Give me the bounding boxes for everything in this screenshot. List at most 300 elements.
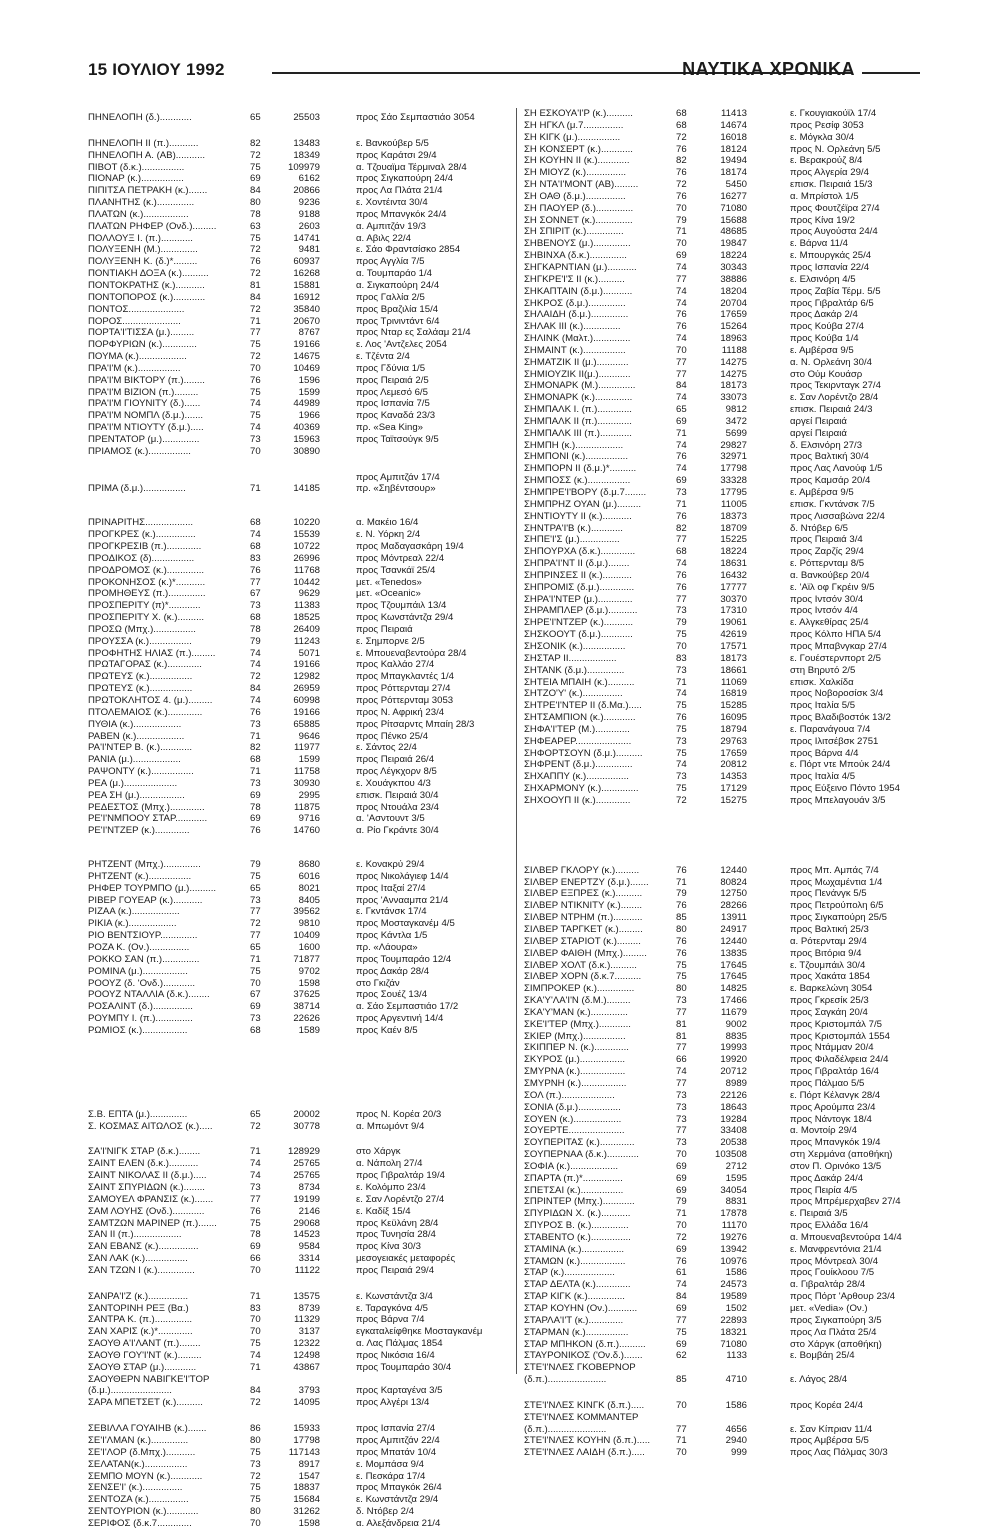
build-year: 75	[250, 386, 261, 398]
status: ε. Σαν Λορέντζο 27/4	[356, 1193, 445, 1205]
tonnage: 17798	[293, 1435, 320, 1446]
tonnage: 15275	[720, 794, 747, 806]
ship-row	[88, 1303, 514, 1315]
page-title: ΝΑΥΤΙΚΑ ΧΡΟΝΙΚΑ	[682, 59, 855, 79]
ship-row	[88, 966, 514, 978]
ship-row	[88, 185, 514, 197]
build-year: 65	[250, 112, 261, 123]
build-year: 71	[250, 1146, 261, 1158]
ship-row	[524, 1149, 934, 1161]
ship-row	[88, 1001, 514, 1013]
ship-name: ΠΙΒΟΤ (δ.κ.)................	[88, 161, 185, 173]
build-year: 70	[250, 445, 261, 457]
build-year: 71	[676, 1435, 687, 1447]
status: προς Μπελαγουάν 3/5	[790, 794, 886, 806]
ship-name: ΣΤΕ'Ι'ΝΛΕΣ ΓΚΟΒΕΡΝΟΡ	[524, 1362, 636, 1374]
tonnage: 8405	[298, 894, 320, 906]
status: προς Ρίτσαρντς Μπαίη 28/3	[356, 718, 475, 730]
ship-name: ΣΟΥΠΕΡΝΑΑ (δ.κ.)............	[524, 1149, 639, 1161]
ship-row	[88, 138, 514, 150]
tonnage: 9716	[298, 813, 320, 825]
ship-name: ΣΗΤΑΝΚ (δ.μ.)..............	[524, 664, 625, 676]
build-year: 76	[676, 510, 687, 522]
ship-name: ΣΠΕΤΣΑΙ (κ.)................	[524, 1184, 624, 1196]
build-year: 73	[250, 433, 261, 445]
ship-row	[524, 1279, 934, 1291]
ship-name: ΣΗΠΡΑ'Ι'ΝΤ ΙΙ (δ.μ.)........	[524, 558, 630, 570]
ship-name: Σ. ΚΟΣΜΑΣ ΑΙΤΩΛΟΣ (κ.).....	[88, 1120, 213, 1132]
build-year: 76	[676, 321, 687, 333]
ship-name: ΡΟΣΑΛΙΝΤ (δ.)...............	[88, 1001, 193, 1013]
tonnage: 33408	[720, 1125, 747, 1137]
tonnage: 71877	[293, 953, 320, 965]
build-year: 75	[250, 232, 261, 244]
tonnage: 33328	[720, 475, 747, 487]
build-year: 68	[250, 541, 261, 552]
build-year: 75	[676, 629, 687, 641]
status: στη Βηρυτό 2/5	[790, 664, 856, 676]
row-gap	[88, 1073, 514, 1109]
ship-row	[88, 1459, 514, 1471]
ship-row	[524, 357, 934, 369]
ship-name: ΠΡΟΦΗΤΗΣ ΗΛΙΑΣ (π.).........	[88, 647, 216, 659]
ship-name: ΣΗΦΕΑΡΕΡ.....................	[524, 735, 632, 747]
ship-row	[88, 1182, 514, 1194]
tonnage: 37625	[293, 989, 320, 1001]
ship-row	[88, 1350, 514, 1362]
status: ε. Ελσινόρη 4/5	[790, 273, 856, 285]
status: προς Σάο Σεμπαστιάο 3054	[356, 112, 475, 123]
ship-name: ΣΙΛΒΕΡ ΕΝΕΡΤΖΥ (δ.μ.).......	[524, 876, 649, 888]
ship-name: ΣΗΤΕΙΑ ΜΠΑΙΗ (κ.)..........	[524, 676, 635, 688]
ship-name: ΣΑΙΝΤ ΕΛΕΝ (δ.κ.)...........	[88, 1158, 199, 1170]
ship-name: ΠΗΝΕΛΟΠΗ (δ.)............	[88, 112, 192, 123]
build-year: 75	[250, 410, 261, 422]
status: αργεί Πειραιά	[790, 415, 847, 427]
ship-row	[88, 197, 514, 209]
tonnage: 18224	[720, 546, 747, 558]
tonnage: 9236	[298, 197, 320, 209]
tonnage: 11005	[721, 498, 747, 510]
ship-name: ΣΗΛΙΝΚ (Μαλτ.)..............	[524, 333, 631, 345]
tonnage: 29068	[293, 1217, 320, 1229]
tonnage: 20670	[293, 315, 320, 327]
build-year: 76	[676, 935, 687, 947]
ship-row	[524, 1042, 934, 1054]
ship-name: ΡΟΟΥΖ ΝΤΑΛΛΙΑ (δ.κ.)........	[88, 989, 210, 1001]
tonnage: 19494	[720, 155, 747, 167]
build-year: 72	[676, 1231, 687, 1243]
ship-name: ΣΠΑΡΤΑ (π.)*...............	[524, 1172, 623, 1184]
build-year: 72	[250, 1397, 261, 1409]
ship-row	[524, 511, 934, 523]
ship-row	[88, 1482, 514, 1494]
build-year: 82	[250, 137, 261, 149]
build-year: 69	[676, 1160, 687, 1172]
status: προς Ρόττερνταμ 3053	[356, 694, 454, 706]
tonnage: 14825	[720, 983, 747, 995]
status: ε. Μπουργκάς 25/4	[790, 250, 872, 262]
build-year: 73	[676, 771, 687, 783]
ship-name: ΠΟΡΟΣ......................	[88, 315, 181, 327]
ship-row	[88, 1194, 514, 1206]
ship-name: ΣΗΝΤΡΑ'Ι'Β (κ.)............	[524, 522, 623, 534]
build-year: 73	[250, 777, 261, 789]
ship-row	[524, 523, 934, 535]
ship-name: ΣΕ'Ι'ΛΟΡ (δ.Μπχ.)...........	[88, 1446, 196, 1458]
ship-row	[88, 1338, 514, 1350]
status: προς Πόρτ 'Αρθουρ 23/4	[790, 1291, 896, 1303]
ship-name: ΣΤΑΡ ΚΟΥΗΝ (Ον.)...........	[524, 1303, 638, 1314]
status: προς Ν. Ορλεάνη 5/5	[790, 143, 881, 155]
ship-name: ΠΛΑΤΩΝ (κ.).................	[88, 208, 189, 220]
tonnage: 11758	[294, 766, 320, 778]
status: προς Εύξεινο Πόντο 1954	[790, 783, 900, 795]
build-year: 74	[676, 1066, 687, 1078]
ship-row	[88, 1326, 514, 1338]
tonnage: 9812	[725, 404, 747, 416]
status: ε. Λος 'Αντζελες 2054	[356, 339, 447, 351]
tonnage: 9810	[298, 918, 320, 930]
ship-row	[524, 783, 934, 795]
ship-row	[88, 1229, 514, 1241]
build-year: 76	[250, 256, 261, 268]
ship-row	[524, 795, 934, 807]
ship-row	[88, 1291, 514, 1303]
ship-name: ΠΟΛΥΞΕΝΗ Κ. (δ.)*.........	[88, 256, 198, 268]
tonnage: 14675	[293, 351, 320, 363]
build-year: 67	[250, 588, 261, 600]
tonnage: 39562	[293, 906, 320, 918]
build-year: 81	[676, 1030, 687, 1042]
status: ε. Γουέστερνπορτ 2/5	[790, 652, 881, 664]
build-year: 69	[250, 789, 261, 801]
ship-row	[88, 244, 514, 256]
ship-row	[88, 942, 514, 954]
build-year: 72	[250, 1470, 261, 1482]
ship-name: ΡΗΦΕΡ ΤΟΥΡΜΠΟ (μ.)..........	[88, 882, 217, 894]
status: προς Ισπανία 7/5	[356, 398, 430, 410]
build-year: 76	[676, 1255, 687, 1267]
ship-name: ΣΗΠΡΙΝΣΕΣ ΙΙ (κ.)...........	[524, 569, 632, 581]
ship-name: ΣΑΝ ΛΑΚ (κ.)................	[88, 1253, 188, 1265]
status: προς Γιβραλτάρ 19/4	[356, 1170, 446, 1182]
ship-row	[88, 1170, 514, 1182]
row-gap	[88, 495, 514, 517]
ship-name: ΣΑΝ ΧΑΡΙΣ (κ.)*.............	[88, 1326, 193, 1338]
tonnage: 18321	[720, 1326, 747, 1338]
status: επισκ. Πειραιά 15/3	[790, 179, 873, 191]
status: προς Πειραιά 3/4	[790, 534, 863, 546]
tonnage: 5450	[725, 179, 747, 191]
ship-name: ΡΟΚΚΟ ΣΑΝ (π.)..............	[88, 953, 200, 965]
ship-name: ΣΤΑΡΛΑ'Ι'Τ (κ.).............	[524, 1314, 624, 1326]
ship-row	[524, 724, 934, 736]
ship-row	[88, 1314, 514, 1326]
build-year: 74	[676, 1279, 687, 1291]
ship-name: ΡΑΒΕΝ (κ.)..................	[88, 730, 185, 742]
tonnage: 1600	[298, 942, 320, 953]
ship-name: ΠΟΥΜΑ (κ.)..................	[88, 351, 187, 363]
ship-row	[88, 529, 514, 541]
ship-name: ΣΗΧΟΟΥΠ ΙΙ (κ.).............	[524, 794, 631, 806]
status: α. Σάο Σεμπαστιάο 17/2	[356, 1001, 459, 1013]
ship-row	[524, 1054, 934, 1066]
tonnage: 13835	[720, 947, 747, 959]
tonnage: 18173	[720, 652, 747, 664]
tonnage: 11768	[294, 564, 320, 576]
status: προς Κόλπο ΗΠΑ 5/4	[790, 629, 882, 641]
status: ε. Αμβέρσα 9/5	[790, 487, 854, 498]
build-year: 77	[676, 356, 687, 368]
ship-row	[88, 1241, 514, 1253]
ship-row	[524, 1244, 934, 1256]
tonnage: 14353	[720, 771, 747, 783]
ship-name: ΠΡΩΤΕΥΣ (κ.)................	[88, 683, 193, 695]
tonnage: 9646	[298, 730, 320, 742]
ship-name: ΠΟΡΦΥΡΙΩΝ (κ.).............	[88, 339, 197, 351]
build-year: 68	[250, 517, 261, 529]
tonnage: 12982	[293, 671, 320, 683]
status: προς Λα Πλάτα 25/4	[790, 1326, 877, 1338]
tonnage: 22126	[720, 1089, 747, 1101]
tonnage: 11188	[721, 344, 747, 356]
ship-name: ΠΛΑΤΩΝ ΡΗΦΕΡ (Ονδ.).........	[88, 220, 217, 232]
ship-row	[88, 1518, 514, 1530]
status: ε. Ρόττερνταμ 8/5	[790, 558, 865, 570]
ship-name: ΠΡΩΤΑΓΟΡΑΣ (κ.).............	[88, 659, 202, 671]
ship-row	[524, 238, 934, 250]
ship-name: ΡΙΒΕΡ ΓΟΥΕΑΡ (κ.)...........	[88, 894, 203, 906]
page-date: 15 ΙΟΥΛΙΟΥ 1992	[88, 60, 225, 79]
ship-row	[88, 636, 514, 648]
ship-row	[524, 1125, 934, 1137]
status: προς Καέν 8/5	[356, 1024, 418, 1036]
status: προς Μπανγκόκ 19/4	[790, 1137, 881, 1149]
tonnage: 17798	[720, 463, 747, 475]
build-year: 74	[676, 439, 687, 451]
ship-name: ΣΗΣΤΑΡ ΙΙ..................	[524, 652, 617, 664]
ship-name: ΣΠΥΡΙΔΩΝ Χ. (κ.)...........	[524, 1208, 631, 1220]
tonnage: 1598	[298, 977, 320, 989]
status: προς Καναδά 23/3	[356, 410, 436, 422]
status: ε. Βερακρούζ 8/4	[790, 155, 863, 167]
status: προς Βαλτική 25/3	[790, 924, 869, 935]
status: προς Βραζιλία 15/4	[356, 303, 439, 315]
ship-row	[88, 280, 514, 292]
build-year: 74	[250, 529, 261, 541]
status: προς Δακάρ 2/4	[790, 309, 858, 321]
ship-name: ΣΗΜΠΟΝΙ (κ.)................	[524, 451, 628, 463]
ship-row	[524, 1031, 934, 1043]
ship-row	[88, 472, 514, 484]
ship-row	[88, 659, 514, 671]
ship-name: ΣΙΛΒΕΡ ΧΟΛΤ (δ.κ.)..........	[524, 959, 637, 971]
ship-row	[524, 688, 934, 700]
ship-name: ΣΤΑΡ ΜΠΗΚΟΝ (δ.π.)..........	[524, 1338, 646, 1350]
ship-row	[524, 120, 934, 132]
build-year: 68	[676, 119, 687, 131]
tonnage: 11413	[721, 108, 747, 119]
build-year: 69	[250, 1241, 261, 1253]
status: ε. Σαν Λορέντζο 28/4	[790, 392, 879, 404]
build-year: 69	[676, 1184, 687, 1196]
status: προς Πενάνγκ 5/5	[790, 888, 867, 900]
ship-row	[88, 162, 514, 174]
ship-row	[524, 499, 934, 511]
tonnage: 19847	[720, 238, 747, 250]
tonnage: 9481	[298, 244, 320, 256]
status: προς Τσανκάϊ 25/4	[356, 564, 436, 576]
build-year: 74	[676, 297, 687, 309]
status: α. Μπρίστολ 1/5	[790, 190, 859, 202]
ship-row	[88, 517, 514, 529]
status: ε. Πόρτ Κέλανγκ 28/4	[790, 1089, 881, 1101]
tonnage: 16268	[293, 268, 320, 280]
tonnage: 11329	[294, 1314, 320, 1326]
tonnage: 17571	[720, 640, 747, 652]
ship-name: ΣΗΓΚΑΡΝΤΙΑΝ (μ.)...........	[524, 261, 637, 273]
ship-name: ΠΡΩΤΕΥΣ (κ.)................	[88, 671, 193, 683]
ship-name: ΣΙΛΒΕΡ ΝΤΡΗΜ (π.)...........	[524, 912, 643, 924]
build-year: 72	[250, 303, 261, 315]
status: στο Χάργκ (αποθήκη)	[790, 1338, 882, 1350]
ship-row	[88, 173, 514, 185]
ship-name: ΣΗ ΟΑΘ (δ.μ.)...............	[524, 190, 626, 202]
build-year: 73	[676, 664, 687, 676]
status: προς Τουμπαράο 12/4	[356, 953, 452, 965]
ship-row	[88, 327, 514, 339]
tonnage: 35840	[293, 303, 320, 315]
build-year: 70	[250, 362, 261, 374]
ship-row	[524, 380, 934, 392]
status: προς Κίνα 30/3	[356, 1241, 421, 1253]
status: ε. Κωνστάντζα 3/4	[356, 1290, 433, 1302]
ship-row	[88, 209, 514, 221]
build-year: 72	[676, 179, 687, 191]
tonnage: 8734	[298, 1181, 320, 1193]
build-year: 69	[676, 415, 687, 427]
status: εγκαταλείφθηκε Μοσταγκανέμ	[356, 1326, 483, 1338]
tonnage: 29763	[720, 735, 747, 747]
build-year: 75	[250, 965, 261, 977]
ship-row	[524, 155, 934, 167]
build-year: 78	[250, 1229, 261, 1241]
build-year: 69	[676, 475, 687, 487]
row-gap	[88, 124, 514, 138]
ship-name: ΠΡΟΔΙΚΟΣ (δ)................	[88, 552, 195, 564]
tonnage: 17645	[720, 959, 747, 971]
tonnage: 20866	[293, 185, 320, 197]
ship-name: ΠΙΟΝΑΡ (κ.)................	[88, 173, 184, 185]
ship-row	[524, 983, 934, 995]
status: μετ. «Oceanic»	[356, 588, 421, 600]
build-year: 70	[676, 1399, 687, 1411]
status: ε. Μομπάσα 9/4	[356, 1458, 424, 1470]
tonnage: 17659	[720, 747, 747, 759]
ship-row	[524, 1424, 934, 1436]
status: επισκ. Πειραιά 30/4	[356, 789, 439, 801]
status: προς Κριστομπάλ 7/5	[790, 1018, 882, 1030]
ship-row	[524, 736, 934, 748]
ship-name: ΣΑΡΑ ΜΠΕΤΣΕΤ (κ.)..........	[88, 1397, 203, 1409]
tonnage: 5071	[298, 647, 320, 659]
tonnage: 128929	[287, 1146, 320, 1158]
build-year: 74	[250, 694, 261, 706]
ship-name: ΣΗ ΣΠΙΡΙΤ (κ.)..............	[524, 226, 624, 238]
ship-name: ΣΑΜ ΛΟΥΗΣ (Ονδ.)............	[88, 1205, 205, 1217]
ship-row	[524, 369, 934, 381]
status: προς Αμπιτζάν 17/4	[356, 471, 440, 483]
row-gap	[88, 1409, 514, 1423]
ship-row	[524, 936, 934, 948]
status: προς Αμπιτζάν 22/4	[356, 1435, 440, 1446]
build-year: 70	[676, 1447, 687, 1459]
ship-name: ΡΟΖΑ Κ. (Ον.)...............	[88, 942, 190, 953]
ship-name: ΣΙΛΒΕΡ ΦΑΙΘΗ (Μπχ.).........	[524, 947, 647, 959]
build-year: 74	[676, 463, 687, 475]
build-year: 77	[676, 1077, 687, 1089]
row-gap	[524, 807, 934, 843]
build-year: 63	[250, 220, 261, 232]
row-gap	[524, 843, 934, 865]
ship-row	[88, 363, 514, 375]
tonnage: 30343	[720, 261, 747, 273]
ship-name: ΣΗΜΠΟΣΣ (κ.)................	[524, 475, 631, 487]
ship-row	[524, 1256, 934, 1268]
build-year: 66	[250, 1253, 261, 1265]
ship-name: ΡΟΥΜΠΥ Ι. (π.)..............	[88, 1013, 193, 1025]
ship-row	[88, 1397, 514, 1409]
ship-row	[524, 1196, 934, 1208]
ship-name: ΠΟΛΛΟΥΞ Ι. (π.)............	[88, 232, 193, 244]
ship-row	[524, 971, 934, 983]
tonnage: 6162	[298, 173, 320, 185]
tonnage: 1599	[298, 754, 320, 766]
build-year: 69	[676, 1172, 687, 1184]
ship-row	[524, 1208, 934, 1220]
tonnage: 19166	[293, 706, 320, 718]
build-year: 71	[250, 766, 261, 778]
build-year: 74	[676, 759, 687, 771]
build-year: 74	[676, 261, 687, 273]
ship-name: ΣΗΒΕΝΟΥΣ (μ.)..............	[524, 238, 631, 250]
ship-name: Σ.Β. ΕΠΤΑ (μ.)..............	[88, 1108, 188, 1120]
ship-row	[88, 778, 514, 790]
ship-row	[88, 541, 514, 553]
tonnage: 18525	[293, 612, 320, 624]
ship-name: ΣΑΝΤΟΡΙΝΗ ΡΕΞ (Βα.)	[88, 1302, 189, 1314]
ship-name: ΣΙΛΒΕΡ ΣΤΑΡΙΟΤ (κ.).........	[524, 935, 641, 947]
status: α. Βανκούβερ 20/4	[790, 569, 870, 581]
build-year: 79	[250, 859, 261, 871]
ship-name: ΠΡΑ'Ι'Μ (κ.)................	[88, 362, 181, 374]
tonnage: 25503	[293, 112, 320, 123]
ship-name: ΣΚΕ'Ι'ΤΕΡ (Μπχ.)............	[524, 1018, 631, 1030]
ship-row	[524, 594, 934, 606]
ship-name: ΣΙΛΒΕΡ ΤΑΡΓΚΕΤ (κ.).........	[524, 924, 643, 935]
tonnage: 11243	[294, 635, 320, 647]
status: α. 'Ασντουντ 3/5	[356, 813, 425, 825]
build-year: 75	[250, 1494, 261, 1506]
ship-row	[88, 375, 514, 387]
ship-row	[524, 865, 934, 877]
tonnage: 19061	[720, 617, 747, 629]
ship-name: ΣΗΚΡΟΣ (δ.μ.)..............	[524, 297, 626, 309]
status: προς Σιγκαπούρη 24/4	[356, 173, 453, 185]
tonnage: 3137	[298, 1326, 320, 1338]
status: προς Δακάρ 24/4	[790, 1172, 864, 1184]
